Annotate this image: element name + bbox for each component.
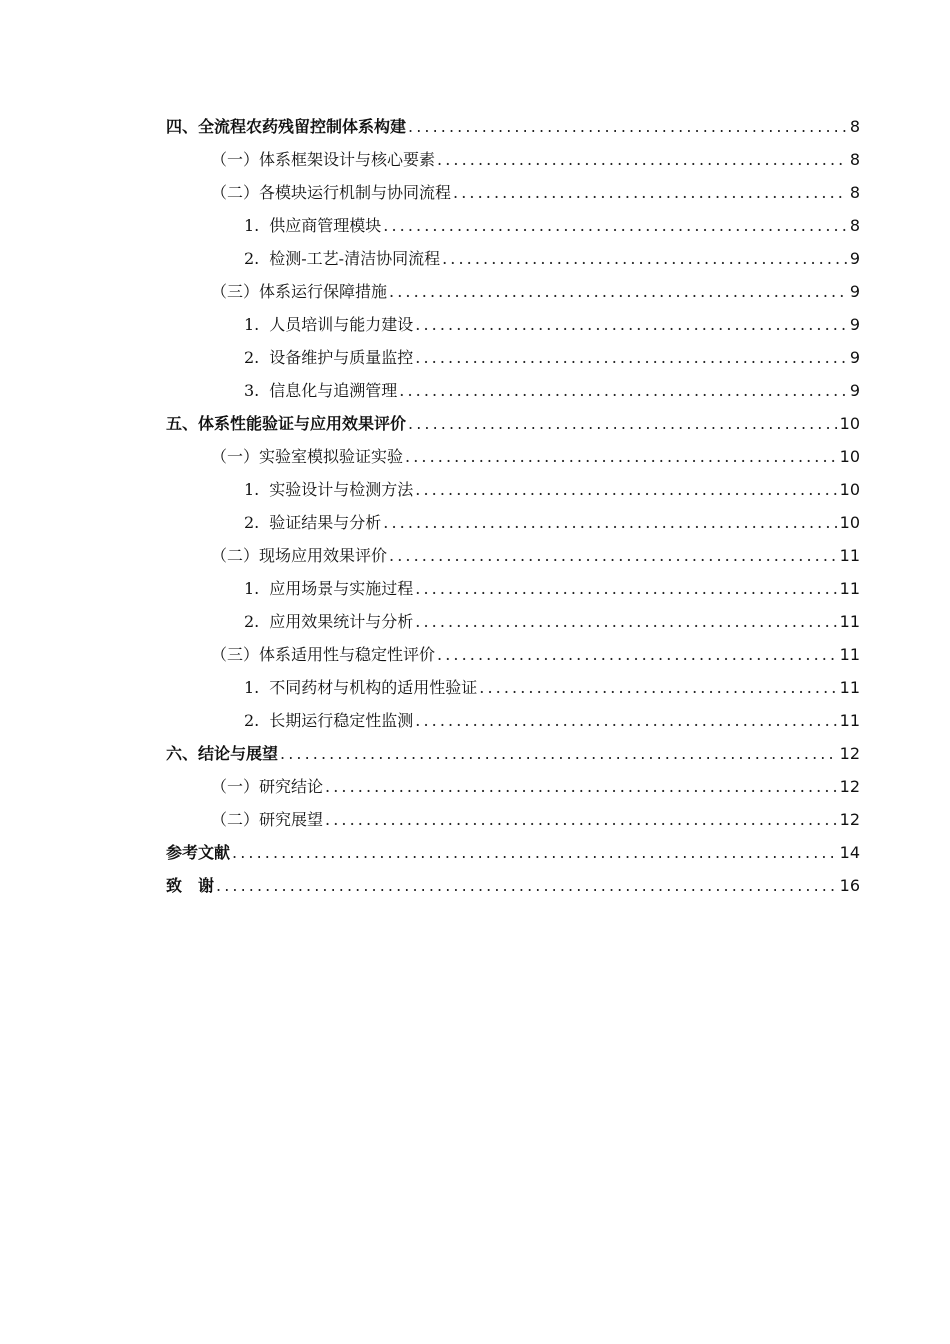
toc-page-number: 11 (839, 546, 860, 565)
toc-entry-title (244, 704, 413, 737)
toc-entry-text: 检测-工艺-清洁协同流程 (269, 249, 441, 268)
toc-dot-leader (415, 308, 847, 341)
toc-page-number: 9 (849, 315, 860, 334)
toc-entry-level-3[interactable] (166, 341, 860, 374)
toc-page-number: 10 (839, 513, 860, 532)
toc-page-number: 9 (849, 381, 860, 400)
toc-entry-title (211, 803, 323, 836)
toc-page-number: 12 (839, 810, 860, 829)
toc-entry-text: （二）现场应用效果评价 (211, 546, 388, 565)
toc-entry-text: 五、体系性能验证与应用效果评价 (166, 414, 407, 433)
toc-page-number: 9 (849, 249, 860, 268)
toc-entry-text: 四、全流程农药残留控制体系构建 (166, 117, 407, 136)
toc-entry-title (244, 341, 413, 374)
toc-page-number: 11 (839, 612, 860, 631)
toc-entry-title (166, 836, 230, 869)
toc-entry-text: 不同药材与机构的适用性验证 (269, 678, 478, 697)
toc-page-number: 8 (849, 150, 860, 169)
toc-dot-leader (415, 341, 847, 374)
toc-page-number: 9 (849, 348, 860, 367)
toc-dot-leader (383, 209, 847, 242)
toc-dot-leader (389, 539, 837, 572)
toc-entry-text: 应用场景与实施过程 (269, 579, 414, 598)
toc-entry-title (211, 539, 387, 572)
toc-entry-title (211, 638, 435, 671)
toc-dot-leader (437, 143, 847, 176)
toc-entry-number: 2. (244, 513, 260, 532)
toc-page-number: 11 (839, 711, 860, 730)
toc-entry-level-3[interactable] (166, 605, 860, 638)
toc-page-number: 10 (839, 414, 860, 433)
toc-dot-leader (383, 506, 836, 539)
toc-entry-level-1[interactable] (166, 407, 860, 440)
toc-entry-title (244, 374, 397, 407)
toc-entry-number: 3. (244, 381, 260, 400)
toc-dot-leader (216, 869, 837, 902)
toc-entry-title (166, 737, 278, 770)
toc-page-number: 12 (839, 744, 860, 763)
toc-entry-title (166, 110, 406, 143)
toc-page-number: 10 (839, 480, 860, 499)
toc-entry-number: 1. (244, 678, 260, 697)
toc-page-number: 11 (839, 678, 860, 697)
toc-dot-leader (399, 374, 847, 407)
toc-entry-level-3[interactable] (166, 704, 860, 737)
toc-dot-leader (408, 110, 847, 143)
toc-page-number: 9 (849, 282, 860, 301)
toc-entry-text: 致 谢 (166, 876, 215, 895)
toc-entry-title (166, 869, 214, 902)
toc-dot-leader (408, 407, 837, 440)
toc-entry-level-3[interactable] (166, 374, 860, 407)
toc-dot-leader (442, 242, 847, 275)
toc-entry-text: 信息化与追溯管理 (269, 381, 398, 400)
toc-entry-title (244, 506, 381, 539)
toc-entry-title (211, 176, 451, 209)
toc-entry-number: 1. (244, 315, 260, 334)
toc-entry-title (211, 275, 387, 308)
toc-dot-leader (415, 473, 836, 506)
toc-entry-text: 六、结论与展望 (166, 744, 279, 763)
toc-dot-leader (415, 572, 836, 605)
toc-entry-title (244, 242, 440, 275)
toc-dot-leader (479, 671, 836, 704)
toc-dot-leader (389, 275, 847, 308)
toc-entry-text: 参考文献 (166, 843, 231, 862)
toc-page-number: 8 (849, 117, 860, 136)
toc-entry-level-2[interactable] (166, 275, 860, 308)
toc-dot-leader (437, 638, 837, 671)
toc-entry-level-3[interactable] (166, 473, 860, 506)
toc-entry-title (211, 770, 323, 803)
toc-entry-text: 供应商管理模块 (269, 216, 382, 235)
toc-entry-number: 2. (244, 249, 260, 268)
table-of-contents (166, 110, 860, 902)
toc-entry-text: （二）研究展望 (211, 810, 324, 829)
toc-entry-level-3[interactable] (166, 671, 860, 704)
toc-entry-level-3[interactable] (166, 572, 860, 605)
toc-entry-text: （一）实验室模拟验证实验 (211, 447, 404, 466)
toc-entry-level-2[interactable] (166, 440, 860, 473)
toc-entry-title (244, 671, 477, 704)
toc-dot-leader (415, 605, 836, 638)
toc-entry-level-2[interactable] (166, 176, 860, 209)
toc-entry-text: 验证结果与分析 (269, 513, 382, 532)
toc-page-number: 12 (839, 777, 860, 796)
toc-dot-leader (325, 803, 837, 836)
toc-entry-level-3[interactable] (166, 209, 860, 242)
toc-entry-text: 应用效果统计与分析 (269, 612, 414, 631)
toc-entry-level-3[interactable] (166, 242, 860, 275)
toc-entry-number: 2. (244, 711, 260, 730)
toc-entry-level-1[interactable] (166, 110, 860, 143)
toc-entry-level-1[interactable] (166, 869, 860, 902)
toc-entry-level-2[interactable] (166, 803, 860, 836)
toc-entry-number: 2. (244, 612, 260, 631)
toc-entry-level-1[interactable] (166, 737, 860, 770)
toc-page-number: 11 (839, 645, 860, 664)
toc-entry-text: （一）研究结论 (211, 777, 324, 796)
toc-entry-text: 设备维护与质量监控 (269, 348, 414, 367)
toc-entry-title (211, 440, 403, 473)
toc-entry-text: （一）体系框架设计与核心要素 (211, 150, 436, 169)
toc-entry-title (211, 143, 435, 176)
toc-entry-text: 人员培训与能力建设 (269, 315, 414, 334)
toc-entry-title (244, 473, 413, 506)
toc-entry-title (244, 572, 413, 605)
toc-entry-number: 2. (244, 348, 260, 367)
toc-entry-number: 1. (244, 579, 260, 598)
toc-page-number: 8 (849, 183, 860, 202)
toc-entry-level-2[interactable] (166, 770, 860, 803)
toc-dot-leader (415, 704, 836, 737)
toc-entry-text: 实验设计与检测方法 (269, 480, 414, 499)
toc-entry-level-2[interactable] (166, 638, 860, 671)
toc-entry-title (244, 605, 413, 638)
toc-dot-leader (405, 440, 837, 473)
toc-entry-level-2[interactable] (166, 143, 860, 176)
toc-page-number: 10 (839, 447, 860, 466)
toc-page-number: 14 (839, 843, 860, 862)
toc-entry-number: 1. (244, 480, 260, 499)
toc-page-number: 11 (839, 579, 860, 598)
toc-dot-leader (453, 176, 847, 209)
toc-entry-title (244, 308, 413, 341)
toc-entry-text: （三）体系适用性与稳定性评价 (211, 645, 436, 664)
toc-entry-number: 1. (244, 216, 260, 235)
toc-entry-level-2[interactable] (166, 539, 860, 572)
toc-page-number: 8 (849, 216, 860, 235)
toc-entry-title (244, 209, 381, 242)
toc-page-number: 16 (839, 876, 860, 895)
toc-entry-level-3[interactable] (166, 506, 860, 539)
toc-entry-title (166, 407, 406, 440)
toc-entry-text: （三）体系运行保障措施 (211, 282, 388, 301)
toc-entry-level-1[interactable] (166, 836, 860, 869)
toc-entry-text: 长期运行稳定性监测 (269, 711, 414, 730)
toc-dot-leader (325, 770, 837, 803)
toc-entry-text: （二）各模块运行机制与协同流程 (211, 183, 452, 202)
toc-entry-level-3[interactable] (166, 308, 860, 341)
toc-dot-leader (232, 836, 837, 869)
toc-dot-leader (280, 737, 837, 770)
